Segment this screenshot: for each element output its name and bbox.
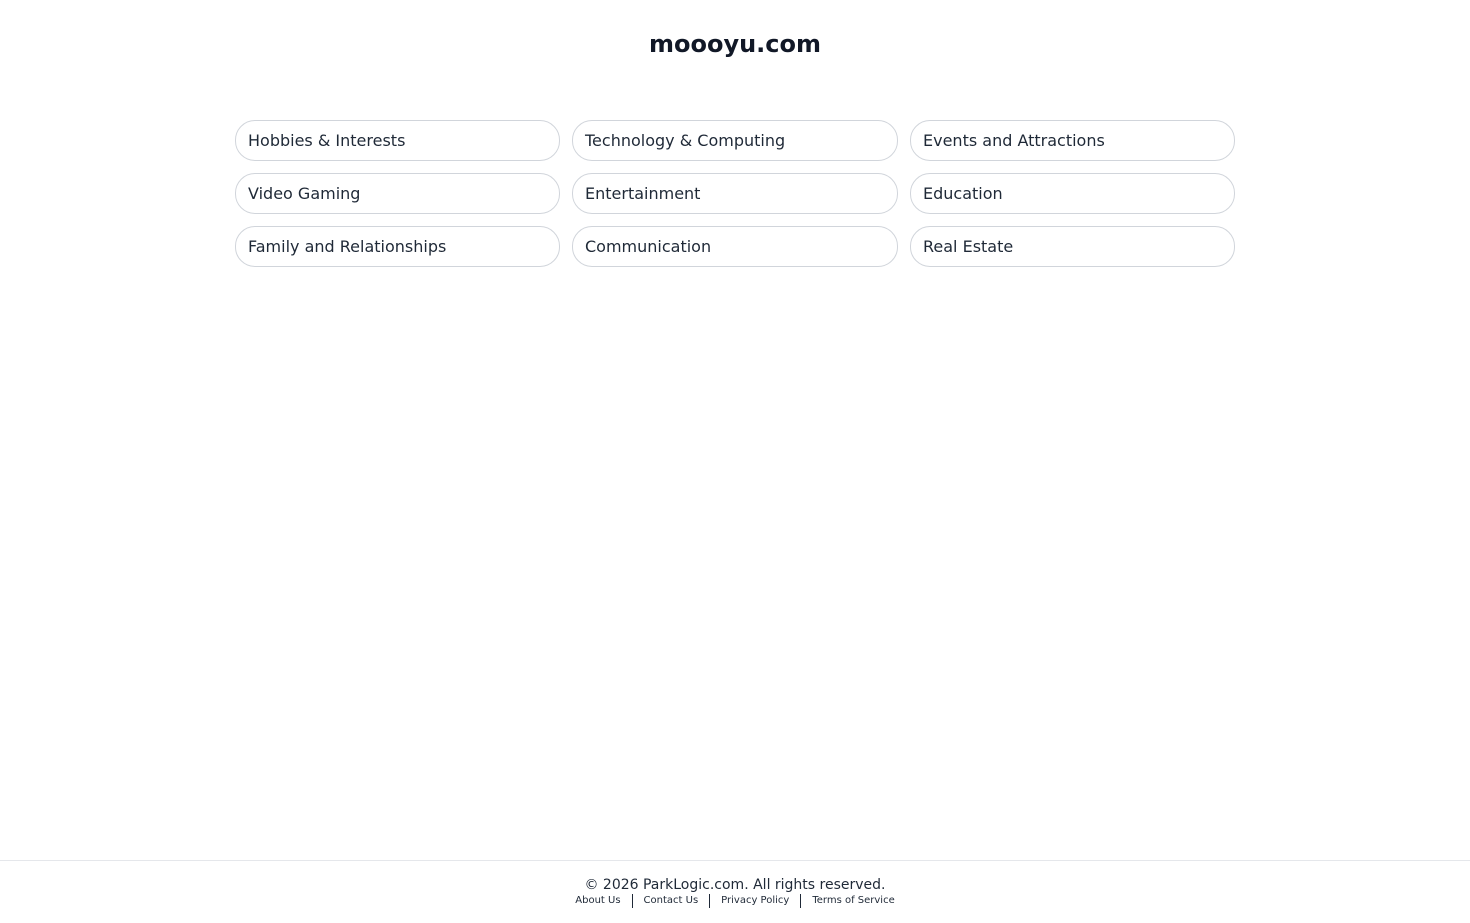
footer (0, 860, 1470, 923)
footer-link-privacy-policy[interactable]: Privacy Policy (721, 895, 790, 906)
footer-link-about-us[interactable]: About Us (575, 895, 621, 906)
site-title: moooyu.com (648, 30, 822, 58)
category-link-family-relationships[interactable]: Family and Relationships (235, 226, 560, 267)
footer-link-contact-us[interactable]: Contact Us (643, 895, 699, 906)
category-link-technology-computing[interactable]: Technology & Computing (572, 120, 898, 161)
category-link-communication[interactable]: Communication (572, 226, 898, 267)
category-link-education[interactable]: Education (910, 173, 1235, 214)
footer-links (0, 894, 1470, 908)
category-link-video-gaming[interactable]: Video Gaming (235, 173, 560, 214)
category-link-entertainment[interactable]: Entertainment (572, 173, 898, 214)
category-grid (235, 120, 1235, 267)
category-link-events-attractions[interactable]: Events and Attractions (910, 120, 1235, 161)
category-link-real-estate[interactable]: Real Estate (910, 226, 1235, 267)
copyright-text: © 2026 ParkLogic.com. All rights reserved. (584, 877, 886, 893)
category-link-hobbies-interests[interactable]: Hobbies & Interests (235, 120, 560, 161)
footer-link-terms-of-service[interactable]: Terms of Service (812, 895, 895, 906)
